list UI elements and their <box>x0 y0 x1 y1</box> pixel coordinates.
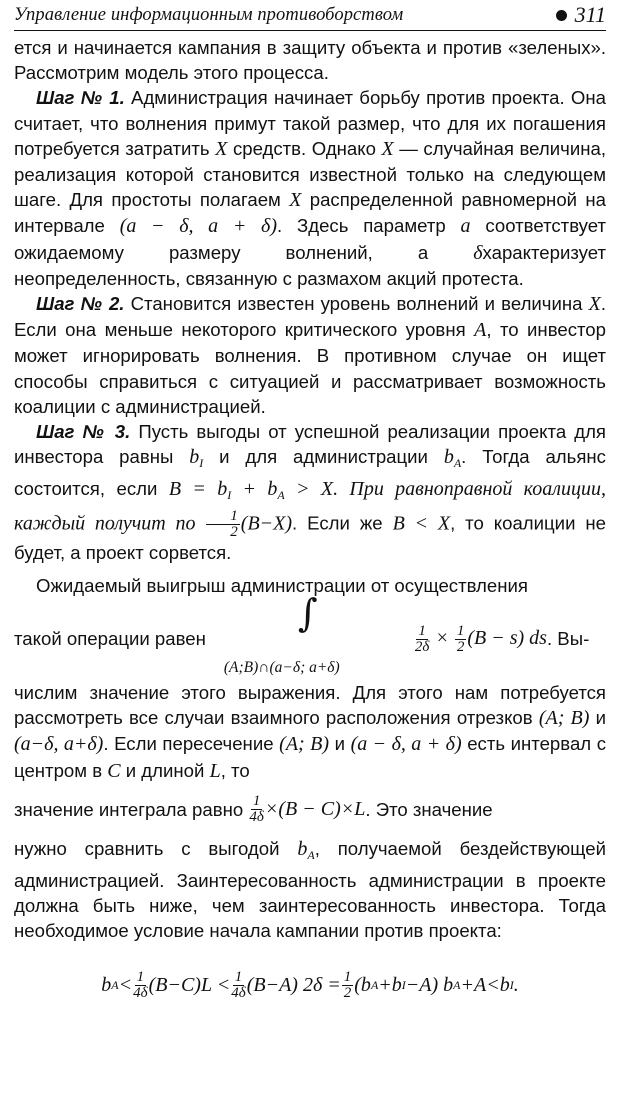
page-number: 311 <box>574 2 606 27</box>
fraction-one-half: $\frac{1}{2}$ <box>456 622 465 655</box>
paragraph-step-1: Шаг № 1. Администрация начинает борьбу против проекта. Она считает, что волнения примут такой размер, что для их погашения потребуется затратить X средств. Однако X — случайная величина, реализация которой становится известной только на следующем шаге. Для простоты полагаем X распределенной равномерной на интервале (a − δ, a + δ). Здесь параметр a соответствует ожидаемому размеру волнений, а δхарактеризует неопределенность, связанную с размахом акций протеста. <box>14 87 606 289</box>
paragraph-compute: числим значение этого выражения. Для этого нам потребуется рассмотреть все случаи взаимного расположения отрезков (A; B) и (a−δ, a+δ). Если пересечение (A; B) и (a − δ, a + δ) есть интервал с центром в C и длиной L, то <box>14 682 607 782</box>
fraction-one-over-four-delta: $\frac{1}{4\delta}$ <box>249 793 264 826</box>
step-3-label: Шаг № 3. <box>36 421 131 443</box>
running-header <box>14 0 606 31</box>
paragraph-condition: нужно сравнить с выгодой $b_A$, получаемой бездействующей администрацией. Заинтересованность администрации в проекте должна быть ниже, чем заинтересованность инвестора. Тогда необходимое условие начала кампании против проекта: <box>14 837 606 942</box>
step-1-label: Шаг № 1. <box>36 87 125 109</box>
integral-formula-line: такой операции равен ∫ (A;B)∩(a−δ; a+δ) $\frac{1}{2\delta}$ × $\frac{1}{2}$ (B − s) ds . Вы- <box>14 598 606 680</box>
step-2-label: Шаг № 2. <box>36 293 125 315</box>
fraction-one-half: $\frac{1}{2}$ <box>206 509 240 540</box>
integral-value-line: значение интеграла равно $\frac{1}{4\delta}$ ×(B − C)×L . Это значение <box>14 793 493 826</box>
integral-expression <box>223 591 414 679</box>
header-title: Управление информационным противоборством <box>14 4 404 25</box>
fraction-one-over-two-delta: $\frac{1}{2\delta}$ <box>414 622 430 655</box>
alliance-condition: B = b <box>168 478 228 501</box>
integral-limits: (A;B)∩(a−δ; a+δ) <box>223 659 340 677</box>
paragraph-step-2: Шаг № 2. Становится известен уровень волнений и величина X. Если она меньше некоторого критического уровня A, то инвестор может игнорировать волнения. В противном случае он ищет способы справиться с ситуацией и рассматривает возможность коалиции с администрацией. <box>14 293 606 417</box>
final-inequality-formula: b A < $\frac{1}{4\delta}$ (B−C)L < $\frac{1}{4\delta}$ (B−A) 2δ = $\frac{1}{2}$ (b A +b I −A) b A +A<b I . <box>101 969 519 1002</box>
paragraph-expected-payoff: Ожидаемый выигрыш администрации от осуществления <box>36 574 528 596</box>
integral-sign-icon: ∫ <box>297 591 318 636</box>
paragraph-intro: ется и начинается кампания в защиту объекта и против «зеленых». Рассмотрим модель этого процесса. <box>14 37 606 84</box>
paragraph-step-3: Шаг № 3. Пусть выгоды от успешной реализации проекта для инвестора равны $b_I$ и для администрации $b_A$. Тогда альянс состоится, если $B = b_I + b_A > X$. При равноправной коалиции, каждый получит по $\frac{1}{2}$ (B−X). Если же B < X, то коалиции не будет, а проект сорвется. <box>14 421 607 563</box>
body-text <box>14 35 606 1014</box>
bullet-dot-icon <box>556 10 567 21</box>
interval-expression: (a − δ, a + δ) <box>119 215 277 238</box>
